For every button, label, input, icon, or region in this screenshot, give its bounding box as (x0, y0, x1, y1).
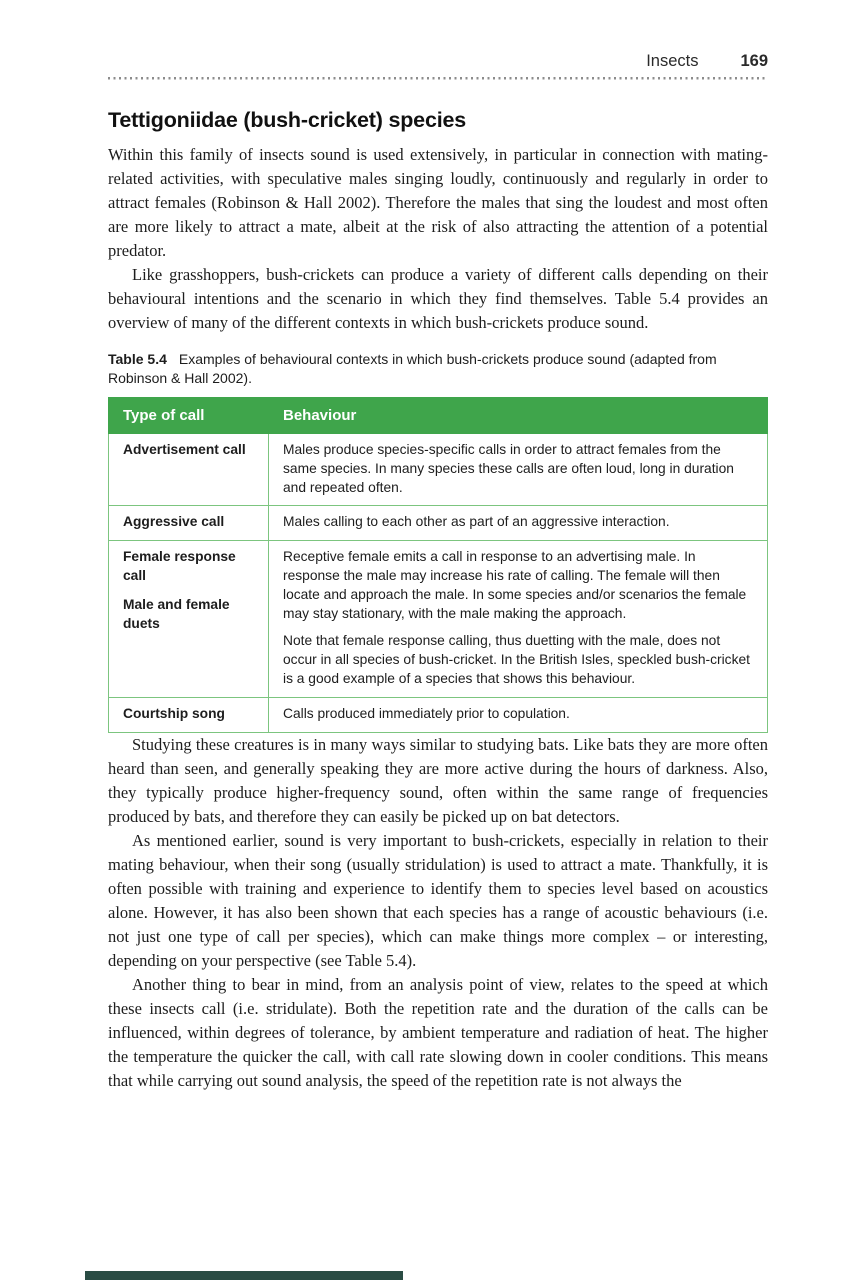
table-row (109, 697, 768, 732)
call-type-cell (109, 434, 269, 506)
column-header-behaviour: Behaviour (269, 398, 768, 434)
behaviour-paragraph: Males produce species-specific calls in order to attract females from the same species. In many species these calls are often loud, long in duration and repeated often. (283, 442, 734, 495)
dotted-rule (108, 77, 768, 80)
behaviour-cell (269, 541, 768, 698)
running-header-section: Insects (646, 52, 699, 70)
table-row (109, 434, 768, 506)
text-block (108, 0, 768, 1093)
behaviour-paragraph: Calls produced immediately prior to copulation. (283, 705, 570, 721)
call-type-cell (109, 506, 269, 541)
page-edge-artifact (85, 1271, 403, 1280)
table-body (109, 434, 768, 733)
table-row (109, 506, 768, 541)
call-type-label: Aggressive call (123, 514, 225, 530)
table-header-row (109, 398, 768, 434)
column-header-type-of-call: Type of call (109, 398, 269, 434)
call-type-cell (109, 697, 269, 732)
section-heading: Tettigoniidae (bush-cricket) species (108, 108, 466, 132)
call-type-label: Advertisement call (123, 442, 246, 457)
behaviour-paragraph: Receptive female emits a call in response to an advertising male. In response the male may increase his rate of calling. The female will then locate and approach the male. In some species and/or scenarios the female may stay stationary, with the male making the approach. (283, 549, 747, 621)
behaviour-cell (269, 697, 768, 732)
body-paragraph-2: Like grasshoppers, bush-crickets can produce a variety of different calls depending on their behavioural intentions and the scenario in which they find themselves. Table 5.4 provides an overview of many of the different contexts in which bush-crickets produce sound. (108, 265, 768, 332)
body-paragraph-3: Studying these creatures is in many ways similar to studying bats. Like bats they are more often heard than seen, and generally speaking they are more active during the hours of darkness. Also, they typically produce higher-frequency sound, often within the same range of frequencies produced by bats, and therefore they can easily be picked up on bat detectors. (108, 734, 768, 826)
body-paragraph-5: Another thing to bear in mind, from an analysis point of view, relates to the speed at which these insects call (i.e. stridulate). Both the repetition rate and the duration of the calls can be influenced, within degrees of tolerance, by ambient temperature and radiation of heat. The higher the temperature the quicker the call, with call rate slowing down in cooler conditions. This means that while carrying out sound analysis, the speed of the repetition rate is not always the (108, 974, 768, 1090)
behaviour-paragraph: Note that female response calling, thus duetting with the male, does not occur in all species of bush-cricket. In the British Isles, speckled bush-cricket is a good example of a species that shows this behaviour. (283, 633, 750, 686)
table-caption-label: Table 5.4 (108, 351, 167, 367)
behaviour-paragraph: Males calling to each other as part of an aggressive interaction. (283, 514, 670, 530)
call-type-label: Female response call (123, 549, 236, 583)
behaviour-cell (269, 434, 768, 506)
table-caption-text: Examples of behavioural contexts in which bush-crickets produce sound (adapted from Robinson & Hall 2002). (108, 351, 717, 386)
behaviour-cell (269, 506, 768, 541)
behaviour-table (108, 397, 768, 733)
call-type-label: Male and female duets (123, 596, 230, 631)
table-row (109, 541, 768, 698)
call-type-cell (109, 541, 269, 698)
body-paragraph-1: Within this family of insects sound is used extensively, in particular in connection with mating-related activities, with speculative males singing loudly, continuously and regularly in order to attract females (Robinson & Hall 2002). Therefore the males that sing the loudest and most often are more likely to attract a mate, albeit at the risk of also attracting the attention of a potential predator. (108, 145, 768, 260)
running-header (108, 52, 768, 71)
table-caption (108, 350, 768, 388)
page-number: 169 (740, 52, 768, 70)
body-paragraph-4: As mentioned earlier, sound is very important to bush-crickets, especially in relation to their mating behaviour, when their song (usually stridulation) is used to attract a mate. Thankfully, it is often possible with training and experience to identify them to species level based on acoustics alone. However, it has also been shown that each species has a range of acoustic behaviours (i.e. not just one type of call per species), which can make things more complex – or interesting, depending on your perspective (see Table 5.4). (108, 830, 768, 970)
call-type-label: Courtship song (123, 705, 225, 721)
